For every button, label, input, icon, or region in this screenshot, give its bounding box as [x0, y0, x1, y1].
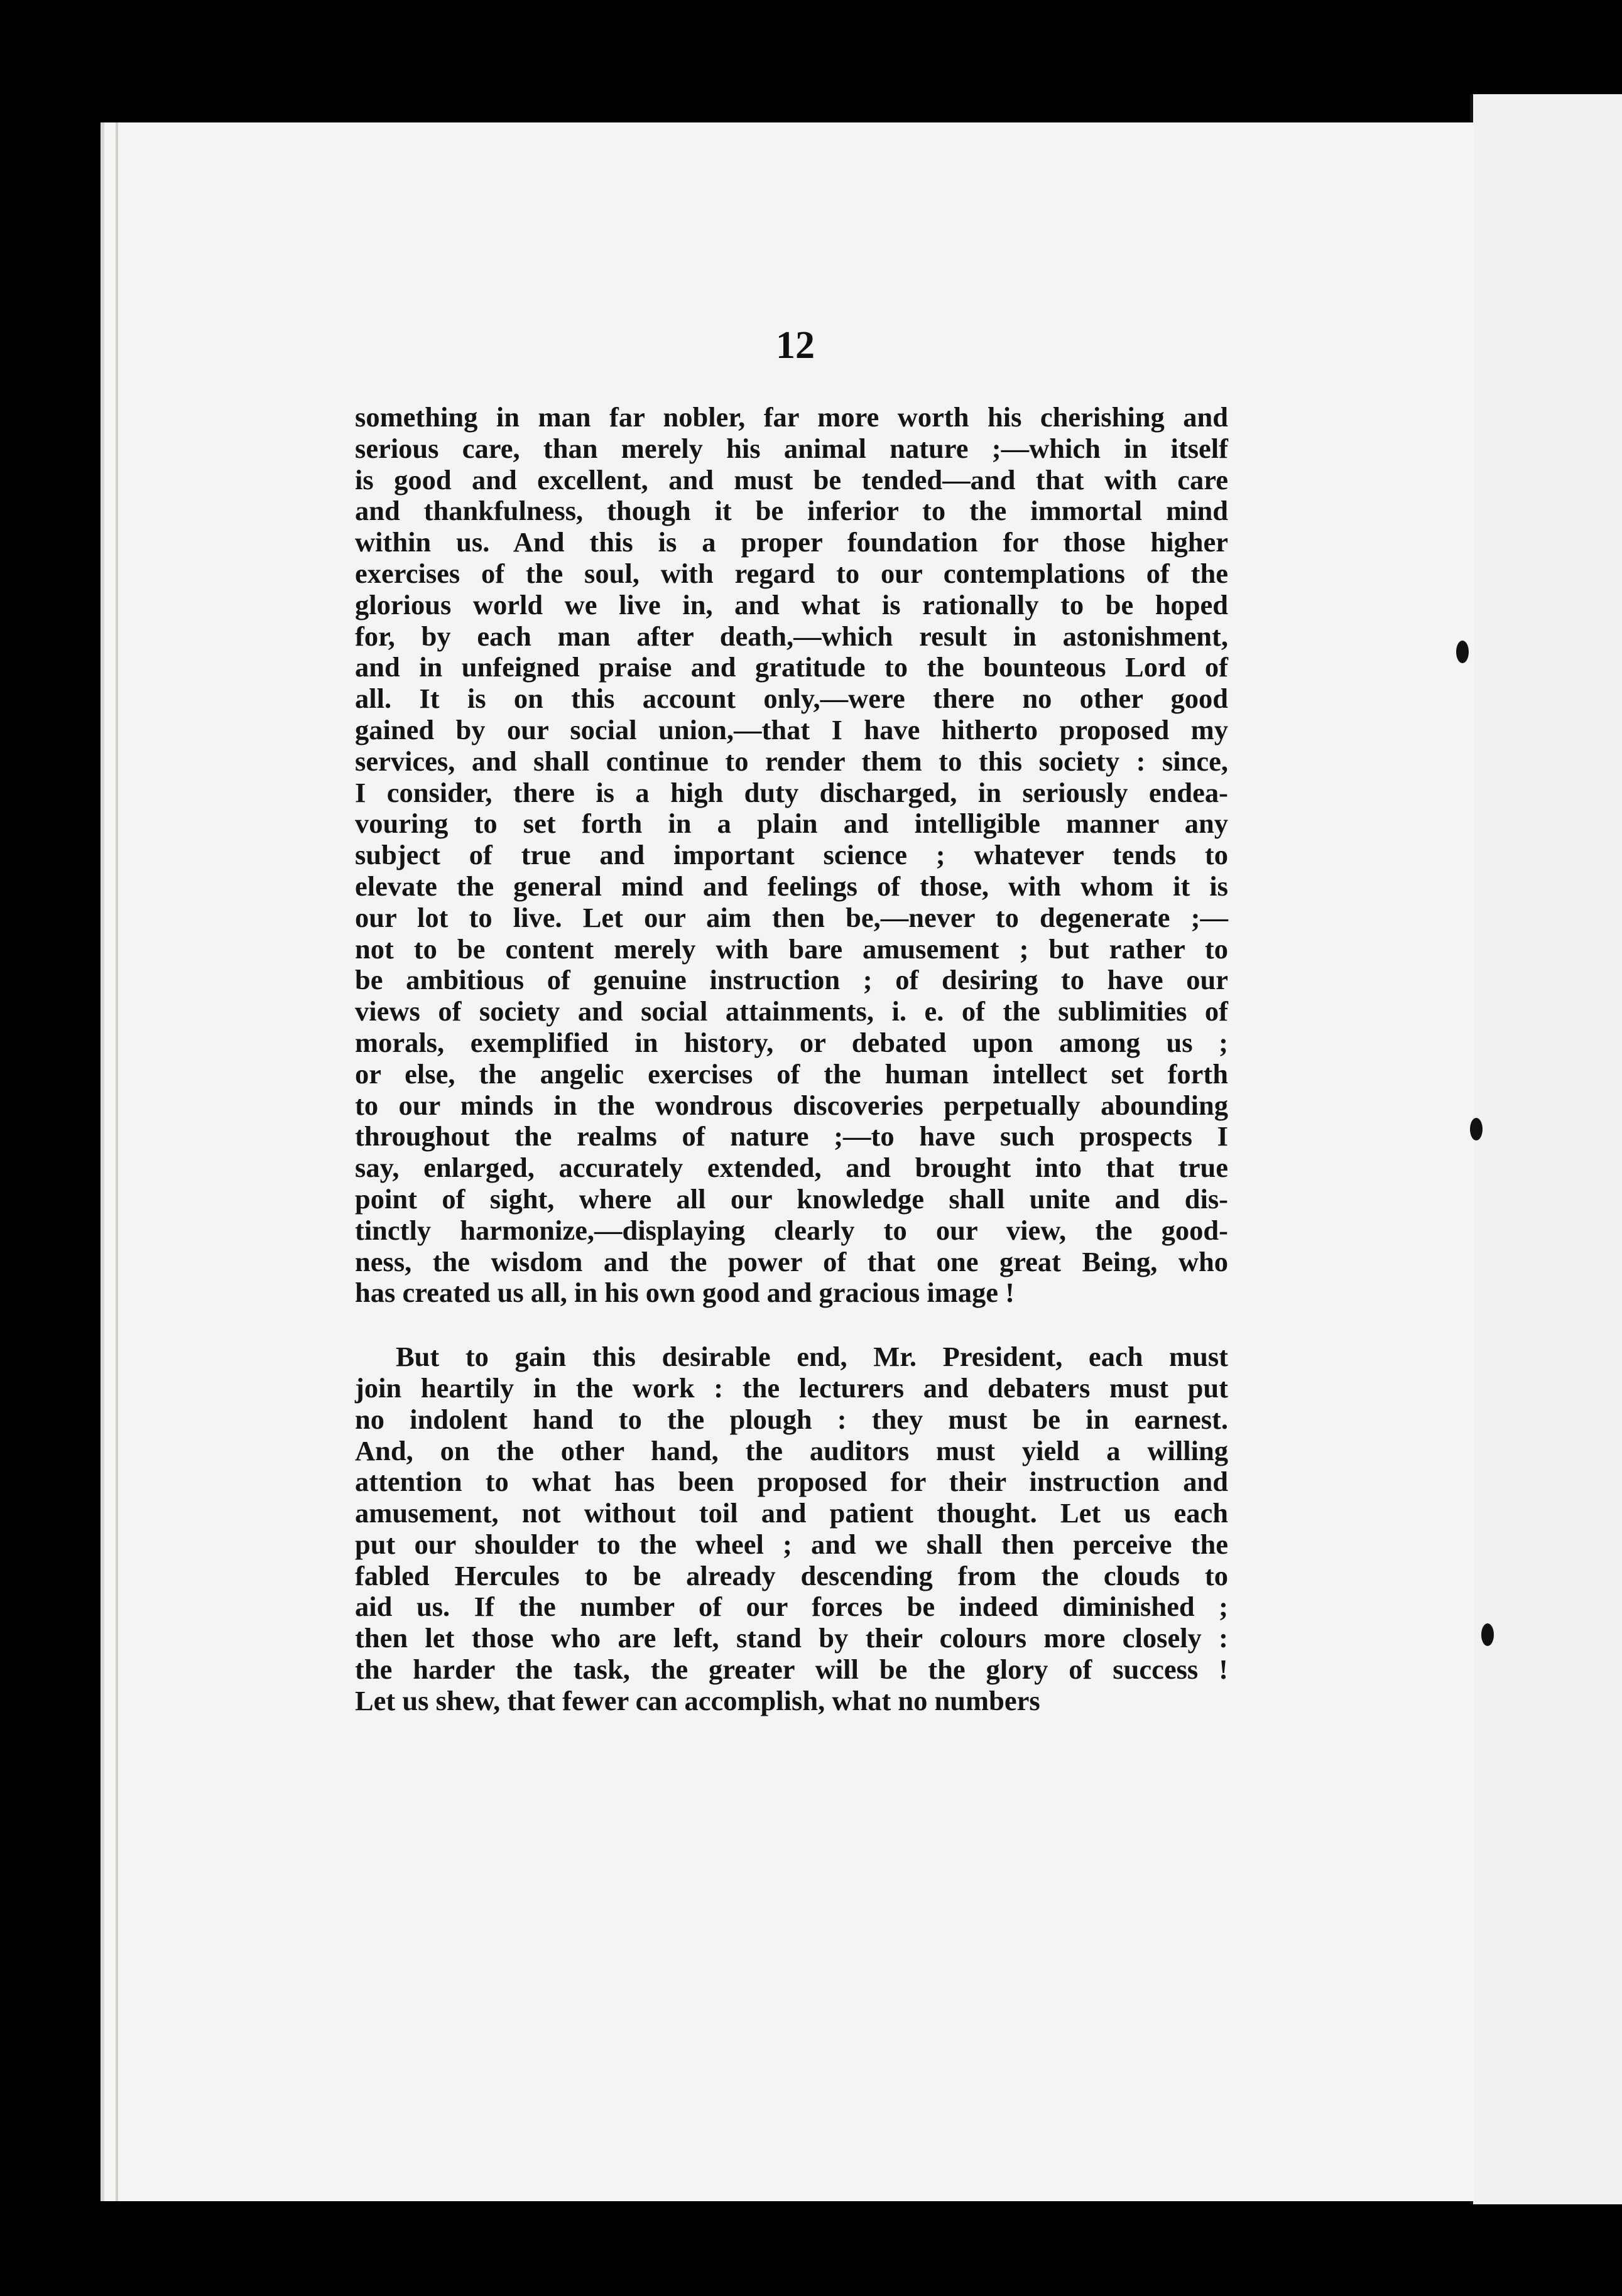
text-line: something in man far nobler, far more worth his cherishing and — [355, 401, 1228, 433]
text-line: to our minds in the wondrous discoveries perpetually abounding — [355, 1089, 1228, 1121]
binding-mark — [1481, 1623, 1494, 1646]
text-line: vouring to set forth in a plain and intelligible manner any — [355, 808, 1228, 840]
text-line: within us. And this is a proper foundation for those higher — [355, 526, 1228, 558]
text-line: glorious world we live in, and what is rationally to be hoped — [355, 588, 1228, 620]
text-line: throughout the realms of nature ;—to have such prospects I — [355, 1120, 1228, 1152]
text-line: for, by each man after death,—which result in astonishment, — [355, 620, 1228, 652]
text-line: ness, the wisdom and the power of that one great Being, who — [355, 1245, 1228, 1277]
text-line: our lot to live. Let our aim then be,—never to degenerate ;— — [355, 901, 1228, 933]
text-line: be ambitious of genuine instruction ; of desiring to have our — [355, 964, 1228, 996]
text-line: has created us all, in his own good and gracious image ! — [355, 1277, 1015, 1309]
binding-mark — [1470, 1118, 1483, 1140]
text-line: tinctly harmonize,—displaying clearly to our view, the good- — [355, 1214, 1228, 1246]
text-line: views of society and social attainments, i. e. of the sublimities of — [355, 995, 1228, 1027]
text-line: put our shoulder to the wheel ; and we shall then perceive the — [355, 1528, 1228, 1560]
body-text — [355, 402, 1228, 1717]
text-line: But to gain this desirable end, Mr. President, each must — [396, 1341, 1228, 1373]
page-number: 12 — [776, 324, 815, 367]
text-line: morals, exemplified in history, or debated upon among us ; — [355, 1026, 1228, 1058]
text-line: serious care, than merely his animal nature ;—which in itself — [355, 432, 1228, 464]
text-line: fabled Hercules to be already descending from the clouds to — [355, 1559, 1228, 1591]
text-line: then let those who are left, stand by their colours more closely : — [355, 1622, 1228, 1654]
binding-mark — [1456, 641, 1469, 663]
text-line: the harder the task, the greater will be the glory of success ! — [355, 1654, 1228, 1686]
text-line: And, on the other hand, the auditors must yield a willing — [355, 1434, 1228, 1466]
text-line: point of sight, where all our knowledge shall unite and dis- — [355, 1183, 1228, 1215]
text-line: I consider, there is a high duty discharged, in seriously endea- — [355, 776, 1228, 808]
text-line: and thankfulness, though it be inferior to the immortal mind — [355, 495, 1228, 527]
text-line: services, and shall continue to render them to this society : since, — [355, 745, 1228, 777]
text-line: exercises of the soul, with regard to our contemplations of the — [355, 557, 1228, 589]
text-line: join heartily in the work : the lecturers and debaters must put — [355, 1372, 1228, 1404]
text-line: and in unfeigned praise and gratitude to the bounteous Lord of — [355, 651, 1228, 683]
text-line: gained by our social union,—that I have hitherto proposed my — [355, 713, 1228, 745]
text-line: elevate the general mind and feelings of those, with whom it is — [355, 870, 1228, 902]
text-line: all. It is on this account only,—were there no other good — [355, 683, 1228, 715]
text-line: subject of true and important science ; whatever tends to — [355, 839, 1228, 871]
text-line: is good and excellent, and must be tended—and that with care — [355, 463, 1228, 495]
text-line: attention to what has been proposed for their instruction and — [355, 1466, 1228, 1498]
text-line: or else, the angelic exercises of the human intellect set forth — [355, 1058, 1228, 1090]
text-line: amusement, not without toil and patient thought. Let us each — [355, 1497, 1228, 1529]
paragraph — [355, 1341, 1228, 1717]
text-line: Let us shew, that fewer can accomplish, what no numbers — [355, 1684, 1040, 1716]
text-line: no indolent hand to the plough : they must be in earnest. — [355, 1403, 1228, 1435]
paragraph — [355, 402, 1228, 1309]
facing-page-edge — [1470, 94, 1622, 2204]
text-line: say, enlarged, accurately extended, and brought into that true — [355, 1152, 1228, 1184]
text-line: not to be content merely with bare amusement ; but rather to — [355, 933, 1228, 965]
text-line: aid us. If the number of our forces be indeed diminished ; — [355, 1591, 1228, 1623]
